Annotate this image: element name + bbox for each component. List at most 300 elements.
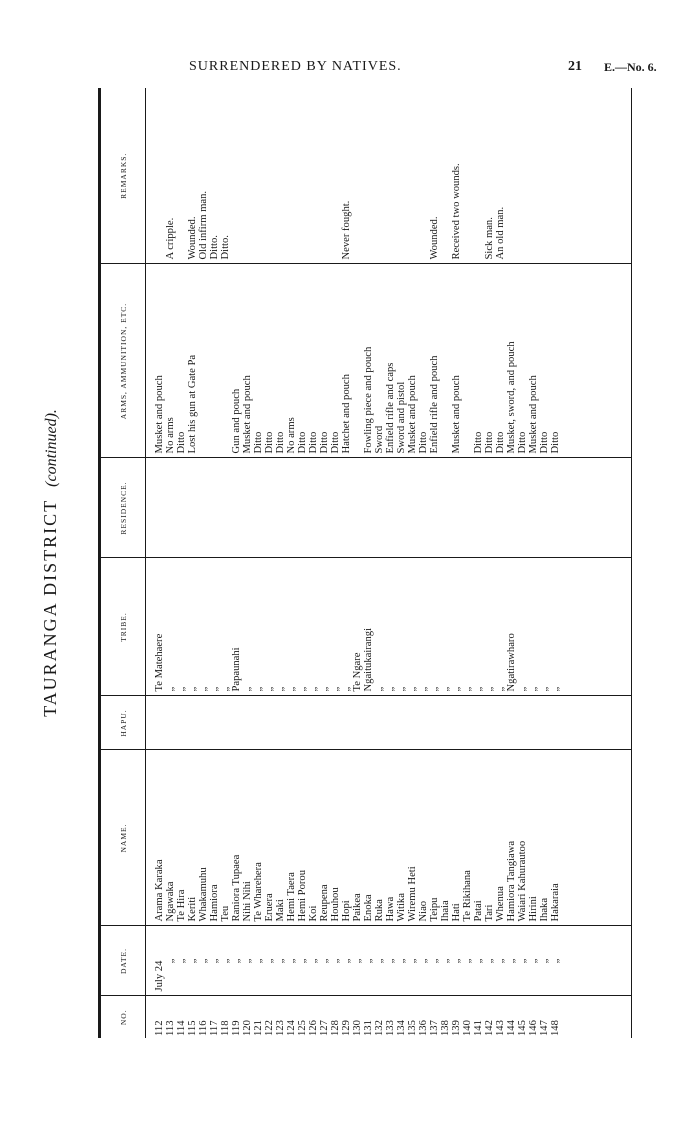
cell-tribe: „ — [550, 558, 561, 696]
table-row — [209, 88, 220, 1038]
cell-tribe: „ — [220, 558, 231, 696]
cell-residence — [231, 458, 242, 558]
cell-name: Wiremu Heti — [407, 750, 418, 926]
cell-no: 138 — [440, 1020, 451, 1036]
filler-cell — [561, 264, 632, 458]
cell-arms: Sword and pistol — [396, 264, 407, 458]
cell-residence — [308, 458, 319, 558]
cell-date: „ — [506, 926, 517, 996]
running-head — [0, 59, 700, 79]
cell-no: 134 — [396, 1020, 407, 1036]
cell-remarks — [528, 88, 539, 264]
cell-no: 120 — [242, 1020, 253, 1036]
document-code: E.—No. 6. — [604, 60, 657, 74]
table-row — [407, 88, 418, 1038]
cell-no: 126 — [308, 1020, 319, 1036]
cell-arms: Ditto — [176, 264, 187, 458]
cell-hapu — [231, 696, 242, 750]
cell-hapu — [462, 696, 473, 750]
cell-date: „ — [286, 926, 297, 996]
header-name: NAME. — [100, 750, 146, 926]
cell-arms — [440, 264, 451, 458]
table-row — [187, 88, 198, 1038]
cell-tribe: „ — [187, 558, 198, 696]
cell-remarks: A cripple. — [165, 88, 176, 264]
cell-residence — [484, 458, 495, 558]
cell-arms: Ditto — [319, 264, 330, 458]
cell-date: „ — [352, 926, 363, 996]
table-row — [242, 88, 253, 1038]
cell-remarks — [517, 88, 528, 264]
cell-name: Keriti — [187, 750, 198, 926]
cell-name: Maki — [275, 750, 286, 926]
cell-name: Houhou — [330, 750, 341, 926]
table-row — [550, 88, 561, 1038]
cell-arms: Ditto — [473, 264, 484, 458]
cell-date: „ — [407, 926, 418, 996]
table-row — [451, 88, 462, 1038]
cell-date: „ — [231, 926, 242, 996]
cell-tribe: Te Ngare — [352, 558, 363, 696]
cell-name: Patai — [473, 750, 484, 926]
header-tribe: TRIBE. — [100, 558, 146, 696]
cell-date: „ — [253, 926, 264, 996]
cell-arms: Ditto — [495, 264, 506, 458]
cell-arms: Musket, sword, and pouch — [506, 264, 517, 458]
cell-arms: Ditto — [517, 264, 528, 458]
filler-cell — [561, 750, 632, 926]
cell-tribe: „ — [418, 558, 429, 696]
cell-tribe: „ — [341, 558, 352, 696]
cell-residence — [146, 458, 166, 558]
cell-remarks — [146, 88, 166, 264]
cell-residence — [418, 458, 429, 558]
cell-arms — [462, 264, 473, 458]
cell-tribe: „ — [198, 558, 209, 696]
cell-tribe: „ — [308, 558, 319, 696]
filler-cell — [561, 996, 632, 1038]
table-row — [319, 88, 330, 1038]
caption-title: TAURANGA DISTRICT — [40, 498, 60, 717]
cell-residence — [352, 458, 363, 558]
cell-remarks — [231, 88, 242, 264]
cell-arms — [198, 264, 209, 458]
cell-name: Hemi Taera — [286, 750, 297, 926]
cell-name: Hamiora Tangiawa — [506, 750, 517, 926]
cell-name: Hakaraia — [550, 750, 561, 926]
cell-remarks: Ditto. — [220, 88, 231, 264]
cell-date: „ — [539, 926, 550, 996]
cell-arms: Lost his gun at Gate Pa — [187, 264, 198, 458]
cell-name: Te Hira — [176, 750, 187, 926]
cell-arms — [220, 264, 231, 458]
cell-no: 133 — [385, 1020, 396, 1036]
cell-tribe: „ — [176, 558, 187, 696]
cell-hapu — [495, 696, 506, 750]
cell-no: 135 — [407, 1020, 418, 1036]
surrender-register-table — [98, 88, 632, 1038]
cell-arms: Ditto — [253, 264, 264, 458]
cell-hapu — [451, 696, 462, 750]
cell-residence — [363, 458, 374, 558]
cell-hapu — [363, 696, 374, 750]
cell-residence — [253, 458, 264, 558]
cell-no: 136 — [418, 1020, 429, 1036]
cell-no: 132 — [374, 1020, 385, 1036]
cell-tribe: „ — [297, 558, 308, 696]
cell-remarks: Never fought. — [341, 88, 352, 264]
cell-hapu — [473, 696, 484, 750]
cell-remarks — [407, 88, 418, 264]
cell-tribe: „ — [517, 558, 528, 696]
cell-remarks — [242, 88, 253, 264]
table-row — [341, 88, 352, 1038]
table-bottom-rule — [561, 88, 632, 1038]
cell-no: 139 — [451, 1020, 462, 1036]
cell-remarks: An old man. — [495, 88, 506, 264]
cell-hapu — [209, 696, 220, 750]
cell-residence — [462, 458, 473, 558]
cell-tribe: „ — [242, 558, 253, 696]
cell-name: Whakamuhu — [198, 750, 209, 926]
cell-arms: Enfield rifle and caps — [385, 264, 396, 458]
cell-no: 112 — [154, 1020, 165, 1036]
cell-residence — [286, 458, 297, 558]
cell-hapu — [187, 696, 198, 750]
cell-name: Paikea — [352, 750, 363, 926]
cell-remarks — [462, 88, 473, 264]
cell-remarks — [506, 88, 517, 264]
cell-arms: Musket and pouch — [451, 264, 462, 458]
cell-tribe: „ — [407, 558, 418, 696]
cell-date: „ — [198, 926, 209, 996]
table-row — [374, 88, 385, 1038]
cell-name: Ngawaka — [165, 750, 176, 926]
cell-hapu — [484, 696, 495, 750]
cell-remarks — [440, 88, 451, 264]
cell-date: „ — [209, 926, 220, 996]
table-row — [539, 88, 550, 1038]
filler-cell — [561, 558, 632, 696]
cell-tribe: „ — [429, 558, 440, 696]
cell-name: Nihi Nihi — [242, 750, 253, 926]
table-row — [528, 88, 539, 1038]
cell-arms — [352, 264, 363, 458]
table-row — [418, 88, 429, 1038]
cell-hapu — [440, 696, 451, 750]
cell-residence — [473, 458, 484, 558]
table-body — [146, 88, 632, 1038]
table-row — [297, 88, 308, 1038]
cell-date: „ — [165, 926, 176, 996]
cell-no: 141 — [473, 1020, 484, 1036]
cell-date: „ — [264, 926, 275, 996]
cell-remarks — [297, 88, 308, 264]
table-row — [484, 88, 495, 1038]
cell-remarks — [374, 88, 385, 264]
cell-name: Hopi — [341, 750, 352, 926]
cell-hapu — [242, 696, 253, 750]
cell-remarks — [264, 88, 275, 264]
cell-name: Ihaia — [440, 750, 451, 926]
table-row — [462, 88, 473, 1038]
cell-date: „ — [220, 926, 231, 996]
cell-hapu — [550, 696, 561, 750]
cell-no: 115 — [187, 1020, 198, 1036]
cell-date: „ — [396, 926, 407, 996]
cell-hapu — [330, 696, 341, 750]
cell-residence — [187, 458, 198, 558]
cell-tribe: „ — [319, 558, 330, 696]
cell-residence — [165, 458, 176, 558]
cell-residence — [198, 458, 209, 558]
cell-name: Koi — [308, 750, 319, 926]
cell-arms: No arms — [286, 264, 297, 458]
cell-tribe: „ — [484, 558, 495, 696]
cell-residence — [275, 458, 286, 558]
cell-hapu — [396, 696, 407, 750]
cell-hapu — [528, 696, 539, 750]
cell-hapu — [385, 696, 396, 750]
cell-hapu — [165, 696, 176, 750]
cell-arms: Ditto — [275, 264, 286, 458]
cell-name: Ihaka — [539, 750, 550, 926]
rotated-table-area — [40, 88, 650, 1038]
cell-name: Eruera — [264, 750, 275, 926]
cell-no: 146 — [528, 1020, 539, 1036]
cell-residence — [385, 458, 396, 558]
table-row — [308, 88, 319, 1038]
cell-hapu — [506, 696, 517, 750]
table-row — [352, 88, 363, 1038]
cell-date: „ — [275, 926, 286, 996]
cell-hapu — [407, 696, 418, 750]
cell-date: „ — [451, 926, 462, 996]
header-hapu: HAPU. — [100, 696, 146, 750]
cell-tribe: „ — [253, 558, 264, 696]
table-row — [473, 88, 484, 1038]
cell-remarks: Old infirm man. — [198, 88, 209, 264]
header-date: DATE. — [100, 926, 146, 996]
cell-arms: Ditto — [484, 264, 495, 458]
cell-name: Teu — [220, 750, 231, 926]
cell-date: „ — [385, 926, 396, 996]
cell-no: 145 — [517, 1020, 528, 1036]
cell-tribe: „ — [495, 558, 506, 696]
cell-date: „ — [517, 926, 528, 996]
cell-arms: Ditto — [308, 264, 319, 458]
cell-date: „ — [473, 926, 484, 996]
cell-arms: Ditto — [418, 264, 429, 458]
cell-no: 128 — [330, 1020, 341, 1036]
cell-arms: Fowling piece and pouch — [363, 264, 374, 458]
cell-no: 125 — [297, 1020, 308, 1036]
table-header-row — [100, 88, 146, 1038]
cell-name: Witika — [396, 750, 407, 926]
cell-no: 130 — [352, 1020, 363, 1036]
cell-no: 114 — [176, 1020, 187, 1036]
cell-name: Te Rikihana — [462, 750, 473, 926]
cell-tribe: Te Matehaere — [146, 558, 166, 696]
cell-remarks — [352, 88, 363, 264]
cell-arms: Ditto — [297, 264, 308, 458]
cell-tribe: „ — [451, 558, 462, 696]
cell-arms: No arms — [165, 264, 176, 458]
filler-cell — [561, 458, 632, 558]
cell-residence — [495, 458, 506, 558]
cell-remarks: Ditto. — [209, 88, 220, 264]
cell-tribe: „ — [165, 558, 176, 696]
cell-residence — [297, 458, 308, 558]
cell-residence — [220, 458, 231, 558]
cell-date: „ — [242, 926, 253, 996]
cell-tribe: Papaunahi — [231, 558, 242, 696]
cell-no: 144 — [506, 1020, 517, 1036]
cell-residence — [539, 458, 550, 558]
cell-tribe: „ — [462, 558, 473, 696]
cell-no: 116 — [198, 1020, 209, 1036]
cell-no: 117 — [209, 1020, 220, 1036]
table-row — [495, 88, 506, 1038]
cell-remarks: Sick man. — [484, 88, 495, 264]
cell-date: „ — [374, 926, 385, 996]
table-row — [275, 88, 286, 1038]
table-row — [198, 88, 209, 1038]
cell-date: „ — [341, 926, 352, 996]
cell-remarks — [330, 88, 341, 264]
cell-hapu — [146, 696, 166, 750]
header-residence: RESIDENCE. — [100, 458, 146, 558]
cell-remarks — [539, 88, 550, 264]
cell-tribe: „ — [528, 558, 539, 696]
cell-name: Hamiora — [209, 750, 220, 926]
cell-no: 121 — [253, 1020, 264, 1036]
cell-date: „ — [550, 926, 561, 996]
cell-tribe: „ — [374, 558, 385, 696]
cell-residence — [176, 458, 187, 558]
cell-no: 129 — [341, 1020, 352, 1036]
table-row — [231, 88, 242, 1038]
cell-remarks — [308, 88, 319, 264]
cell-hapu — [319, 696, 330, 750]
cell-name: Ruka — [374, 750, 385, 926]
cell-name: Tari — [484, 750, 495, 926]
header-no: NO. — [100, 996, 146, 1038]
table-caption — [40, 88, 68, 1038]
filler-cell — [561, 926, 632, 996]
cell-no: 123 — [275, 1020, 286, 1036]
cell-no: 131 — [363, 1020, 374, 1036]
cell-tribe: „ — [440, 558, 451, 696]
cell-no: 142 — [484, 1020, 495, 1036]
cell-tribe: Ngaitukairangi — [363, 558, 374, 696]
cell-no: 122 — [264, 1020, 275, 1036]
cell-residence — [341, 458, 352, 558]
cell-arms: Ditto — [330, 264, 341, 458]
cell-date: „ — [418, 926, 429, 996]
cell-hapu — [253, 696, 264, 750]
cell-no: 148 — [550, 1020, 561, 1036]
cell-no: 140 — [462, 1020, 473, 1036]
cell-residence — [517, 458, 528, 558]
cell-remarks — [253, 88, 264, 264]
page-number: 21 — [568, 59, 582, 74]
cell-residence — [407, 458, 418, 558]
cell-arms: Musket and pouch — [528, 264, 539, 458]
cell-name: Waiari Kahurautoo — [517, 750, 528, 926]
cell-name: Whenua — [495, 750, 506, 926]
cell-name: Enoka — [363, 750, 374, 926]
cell-date: „ — [319, 926, 330, 996]
cell-date: „ — [429, 926, 440, 996]
cell-hapu — [352, 696, 363, 750]
cell-remarks: Wounded. — [187, 88, 198, 264]
table-row — [517, 88, 528, 1038]
table-row — [165, 88, 176, 1038]
cell-name: Hemi Porou — [297, 750, 308, 926]
cell-residence — [330, 458, 341, 558]
table-row — [146, 88, 166, 1038]
cell-residence — [209, 458, 220, 558]
cell-name: Arama Karaka — [146, 750, 166, 926]
cell-date: „ — [495, 926, 506, 996]
cell-hapu — [220, 696, 231, 750]
caption-continued: (continued). — [43, 409, 60, 487]
cell-date: „ — [187, 926, 198, 996]
cell-hapu — [517, 696, 528, 750]
table-row — [429, 88, 440, 1038]
cell-residence — [264, 458, 275, 558]
filler-cell — [561, 696, 632, 750]
cell-tribe: Ngatirawharo — [506, 558, 517, 696]
cell-date: „ — [297, 926, 308, 996]
cell-tribe: „ — [264, 558, 275, 696]
cell-residence — [506, 458, 517, 558]
table-row — [363, 88, 374, 1038]
cell-no: 137 — [429, 1020, 440, 1036]
cell-no: 127 — [319, 1020, 330, 1036]
cell-remarks — [473, 88, 484, 264]
table-row — [220, 88, 231, 1038]
cell-hapu — [429, 696, 440, 750]
table-row — [440, 88, 451, 1038]
cell-name: Hati — [451, 750, 462, 926]
cell-name: Te Wharehera — [253, 750, 264, 926]
cell-arms: Ditto — [539, 264, 550, 458]
table-row — [176, 88, 187, 1038]
cell-hapu — [198, 696, 209, 750]
cell-hapu — [264, 696, 275, 750]
cell-no: 124 — [286, 1020, 297, 1036]
cell-no: 143 — [495, 1020, 506, 1036]
cell-hapu — [374, 696, 385, 750]
cell-no: 119 — [231, 1020, 242, 1036]
header-remarks: REMARKS. — [100, 88, 146, 264]
cell-arms: Musket and pouch — [146, 264, 166, 458]
cell-arms: Ditto — [550, 264, 561, 458]
cell-date: „ — [176, 926, 187, 996]
cell-no: 113 — [165, 1020, 176, 1036]
cell-remarks — [286, 88, 297, 264]
cell-remarks: Received two wounds. — [451, 88, 462, 264]
cell-tribe: „ — [286, 558, 297, 696]
cell-residence — [374, 458, 385, 558]
cell-hapu — [297, 696, 308, 750]
cell-tribe: „ — [330, 558, 341, 696]
table-row — [253, 88, 264, 1038]
cell-hapu — [308, 696, 319, 750]
cell-date: „ — [462, 926, 473, 996]
